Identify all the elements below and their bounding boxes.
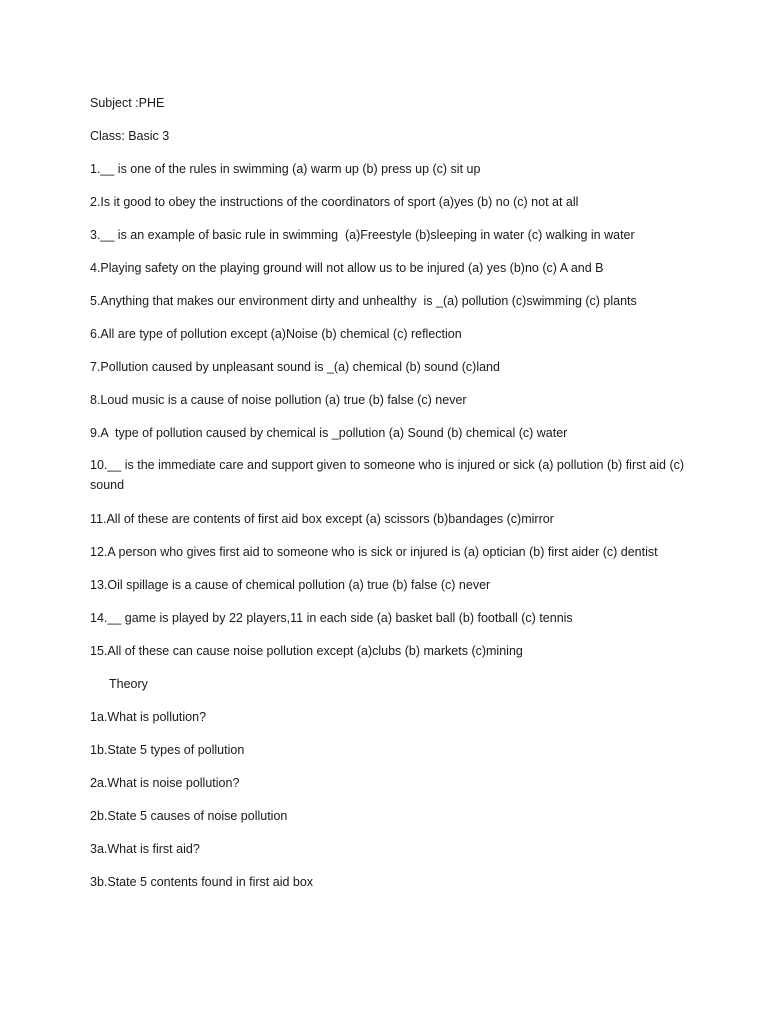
theory-question-1a: 1a.What is pollution? — [90, 709, 207, 724]
question-15: 15.All of these can cause noise pollution except (a)clubs (b) markets (c)mining — [90, 643, 523, 658]
theory-question-3b: 3b.State 5 contents found in first aid box — [90, 874, 314, 889]
question-4: 4.Playing safety on the playing ground will not allow us to be injured (a) yes (b)no (c) A and B — [90, 261, 604, 275]
question-3: 3.__ is an example of basic rule in swimming (a)Freestyle (b)sleeping in water (c) walking in water — [90, 228, 635, 242]
subject-line: Subject :PHE — [90, 96, 165, 110]
question-11: 11.All of these are contents of first aid box except (a) scissors (b)bandages (c)mirror — [90, 511, 554, 526]
question-14: 14.__ game is played by 22 players,11 in each side (a) basket ball (b) football (c) tennis — [90, 610, 573, 625]
question-13: 13.Oil spillage is a cause of chemical pollution (a) true (b) false (c) never — [90, 577, 491, 592]
question-12: 12.A person who gives first aid to someone who is sick or injured is (a) optician (b) first aider (c) dentist — [90, 544, 658, 559]
question-1: 1.__ is one of the rules in swimming (a) warm up (b) press up (c) sit up — [90, 162, 481, 176]
question-8: 8.Loud music is a cause of noise pollution (a) true (b) false (c) never — [90, 393, 467, 407]
question-6: 6.All are type of pollution except (a)Noise (b) chemical (c) reflection — [90, 327, 462, 341]
class-line: Class: Basic 3 — [90, 129, 170, 143]
question-10: 10.__ is the immediate care and support given to someone who is injured or sick (a) pollution (b) first aid (c) sound — [90, 458, 688, 492]
question-7: 7.Pollution caused by unpleasant sound is _(a) chemical (b) sound (c)land — [90, 360, 500, 374]
question-5: 5.Anything that makes our environment dirty and unhealthy is _(a) pollution (c)swimming (c) plants — [90, 294, 637, 308]
theory-question-3a: 3a.What is first aid? — [90, 841, 200, 856]
theory-question-2a: 2a.What is noise pollution? — [90, 775, 240, 790]
question-2: 2.Is it good to obey the instructions of the coordinators of sport (a)yes (b) no (c) not at all — [90, 195, 579, 209]
document-body — [90, 93, 690, 905]
question-9: 9.A type of pollution caused by chemical is _pollution (a) Sound (b) chemical (c) water — [90, 426, 568, 440]
theory-question-1b: 1b.State 5 types of pollution — [90, 742, 245, 757]
theory-heading: Theory — [109, 676, 148, 691]
theory-question-2b: 2b.State 5 causes of noise pollution — [90, 808, 288, 823]
